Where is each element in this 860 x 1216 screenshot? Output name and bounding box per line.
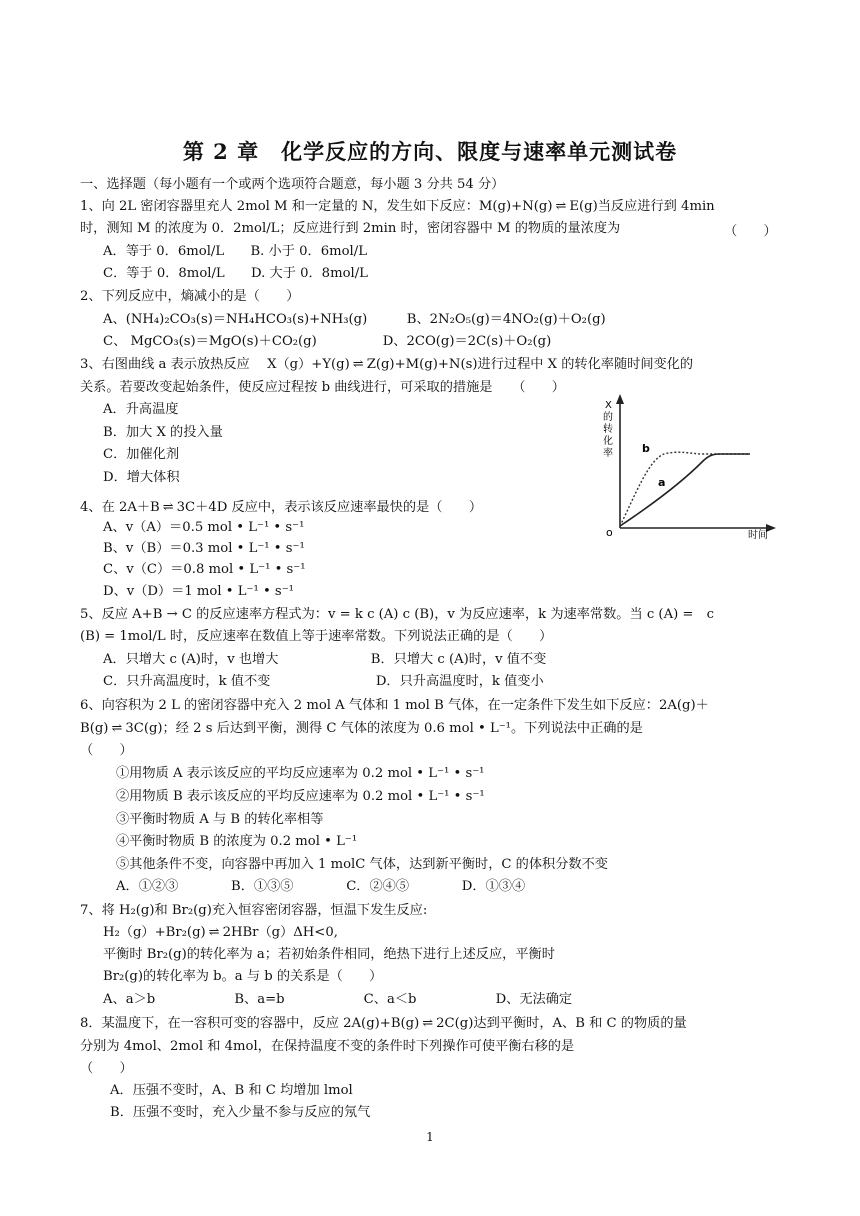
question-6-line-3: （ ） [80, 743, 133, 758]
q1-text-a: 1、向 2L 密闭容器里充人 2mol M 和一定量的 N，发生如下反应：M(g)+N(g) [80, 199, 553, 214]
equilibrium-arrow-icon: ⇌ [352, 357, 364, 372]
question-3-line-1 [80, 356, 693, 374]
q1-text-b: E(g)当反应进行到 4min [569, 199, 715, 214]
q5-options-2: C．只升高温度时，k 值不变 D．只升高温度时，k 值变小 [103, 674, 544, 689]
y-label-char: X [605, 400, 612, 411]
y-label-char: 化 [603, 436, 613, 447]
question-6-line-1: 6、向容积为 2 L 的密闭容器中充入 2 mol A 气体和 1 mol B 气体，在一定条件下发生如下反应：2A(g)＋ [80, 698, 709, 713]
q4-text-b: 3C＋4D 反应中，表示该反应速率最快的是（ ） [176, 500, 483, 515]
q1-options-1: A．等于 0．6mol/L B. 小于 0．6mol/L [103, 244, 367, 259]
q2-options-2: C、 MgCO₃(s)＝MgO(s)＋CO₂(g) D、2CO(g)＝2C(s)＋O₂(g) [103, 334, 552, 349]
q4-option-a: A、v（A）＝0.5 mol • L⁻¹ • s⁻¹ [103, 520, 305, 535]
q6-statement-5: ⑤其他条件不变，向容器中再加入 1 molC 气体，达到新平衡时，C 的体积分数不变 [116, 857, 608, 872]
q3-text-b: Z(g)+M(g)+N(s)进行过程中 X 的转化率随时间变化的 [366, 357, 694, 372]
origin-label: o [606, 526, 613, 539]
q3-option-a: A．升高温度 [103, 402, 179, 417]
x-axis-label: 时间 [748, 530, 768, 541]
question-4-line-1 [80, 499, 482, 517]
question-2: 2、下列反应中，熵减小的是（ ） [80, 289, 300, 304]
conversion-time-graph [590, 388, 790, 548]
equilibrium-arrow-icon: ⇌ [111, 721, 123, 736]
q6-options: A．①②③ B．①③⑤ C．②④⑤ D．①③④ [116, 879, 526, 894]
question-5-line-1: 5、反应 A+B → C 的反应速率方程式为：v = k c (A) c (B)，v 为反应速率，k 为速率常数。当 c (A) = c [80, 607, 715, 622]
question-8-line-2: 分别为 4mol、2mol 和 4mol，在保持温度不变的条件时下列操作可使平衡右移的是 [80, 1039, 575, 1054]
q3-option-c: C．加催化剂 [103, 447, 180, 462]
q3-option-b: B．加大 X 的投入量 [103, 425, 223, 440]
q7-text-a: H₂（g）+Br₂(g) [103, 925, 206, 940]
q6-statement-3: ③平衡时物质 A 与 B 的转化率相等 [116, 812, 324, 827]
q4-option-c: C、v（C）＝0.8 mol • L⁻¹ • s⁻¹ [103, 562, 306, 577]
q4-option-b: B、v（B）＝0.3 mol • L⁻¹ • s⁻¹ [103, 541, 305, 556]
q6-statement-2: ②用物质 B 表示该反应的平均反应速率为 0.2 mol • L⁻¹ • s⁻¹ [116, 789, 485, 804]
question-5-line-2: (B) = 1mol/L 时，反应速率在数值上等于速率常数。下列说法正确的是（ ） [80, 629, 553, 644]
equilibrium-arrow-icon: ⇌ [555, 199, 567, 214]
y-axis-label [603, 400, 613, 459]
question-8-line-3: （ ） [80, 1061, 133, 1076]
q6-statement-4: ④平衡时物质 B 的浓度为 0.2 mol • L⁻¹ [116, 834, 358, 849]
page-number: 1 [426, 1130, 434, 1144]
q7-text-b: 2HBr（g）ΔH<0, [222, 925, 338, 940]
y-label-char: 的 [603, 412, 613, 423]
question-3-line-2: 关系。若要改变起始条件，使反应过程按 b 曲线进行，可采取的措施是 （ ） [80, 380, 565, 395]
q6-text-b: 3C(g)；经 2 s 后达到平衡，测得 C 气体的浓度为 0.6 mol • L⁻¹。下列说法中正确的是 [125, 721, 643, 736]
curve-a-label: a [658, 476, 666, 489]
y-label-char: 率 [603, 448, 613, 459]
question-6-line-2 [80, 720, 643, 738]
q8-text-b: 2C(g)达到平衡时，A、B 和 C 的物质的量 [436, 1016, 687, 1031]
q3-option-d: D．增大体积 [103, 470, 180, 485]
y-label-char: 转 [603, 424, 613, 435]
question-7-line-4: Br₂(g)的转化率为 b。a 与 b 的关系是（ ） [103, 969, 383, 984]
equilibrium-arrow-icon: ⇌ [208, 925, 220, 940]
curve-b-label: b [642, 442, 650, 455]
q6-text-a: B(g) [80, 721, 109, 736]
q6-statement-1: ①用物质 A 表示该反应的平均反应速率为 0.2 mol • L⁻¹ • s⁻¹ [116, 766, 485, 781]
question-1-line-1 [80, 198, 715, 216]
q1-options-2: C．等于 0．8mol/L D. 大于 0．8mol/L [103, 266, 368, 281]
question-1-line-2: 时，测知 M 的浓度为 0．2mol/L；反应进行到 2min 时，密闭容器中 M 的物质的量浓度为 [80, 221, 621, 236]
q4-text-a: 4、在 2A＋B [80, 500, 160, 515]
q3-text-a: 3、右图曲线 a 表示放热反应 X（g）+Y(g) [80, 357, 350, 372]
equilibrium-arrow-icon: ⇌ [422, 1016, 434, 1031]
q4-option-d: D、v（D）＝1 mol • L⁻¹ • s⁻¹ [103, 584, 294, 599]
question-7-line-1: 7、将 H₂(g)和 Br₂(g)充入恒容密闭容器，恒温下发生反应: [80, 903, 428, 918]
q8-text-a: 8．某温度下，在一容积可变的容器中，反应 2A(g)+B(g) [80, 1016, 420, 1031]
question-8-line-1 [80, 1015, 687, 1033]
question-7-line-2 [103, 924, 338, 942]
q8-option-b: B．压强不变时，充入少量不参与反应的氖气 [110, 1105, 371, 1120]
page-title: 第 2 章 化学反应的方向、限度与速率单元测试卷 [182, 139, 678, 164]
q2-options-1: A、(NH₄)₂CO₃(s)＝NH₄HCO₃(s)+NH₃(g) B、2N₂O₅(g)＝4NO₂(g)＋O₂(g) [103, 312, 606, 327]
answer-paren: （ ） [724, 224, 777, 239]
q7-options: A、a＞b B、a=b C、a＜b D、无法确定 [103, 992, 573, 1007]
q5-options-1: A．只增大 c (A)时，v 也增大 B．只增大 c (A)时，v 值不变 [103, 652, 547, 667]
q8-option-a: A．压强不变时，A、B 和 C 均增加 lmol [110, 1083, 353, 1098]
question-7-line-3: 平衡时 Br₂(g)的转化率为 a；若初始条件相同，绝热下进行上述反应，平衡时 [103, 947, 555, 962]
section-heading: 一、选择题（每小题有一个或两个选项符合题意，每小题 3 分共 54 分） [80, 177, 505, 192]
equilibrium-arrow-icon: ⇌ [162, 500, 174, 515]
